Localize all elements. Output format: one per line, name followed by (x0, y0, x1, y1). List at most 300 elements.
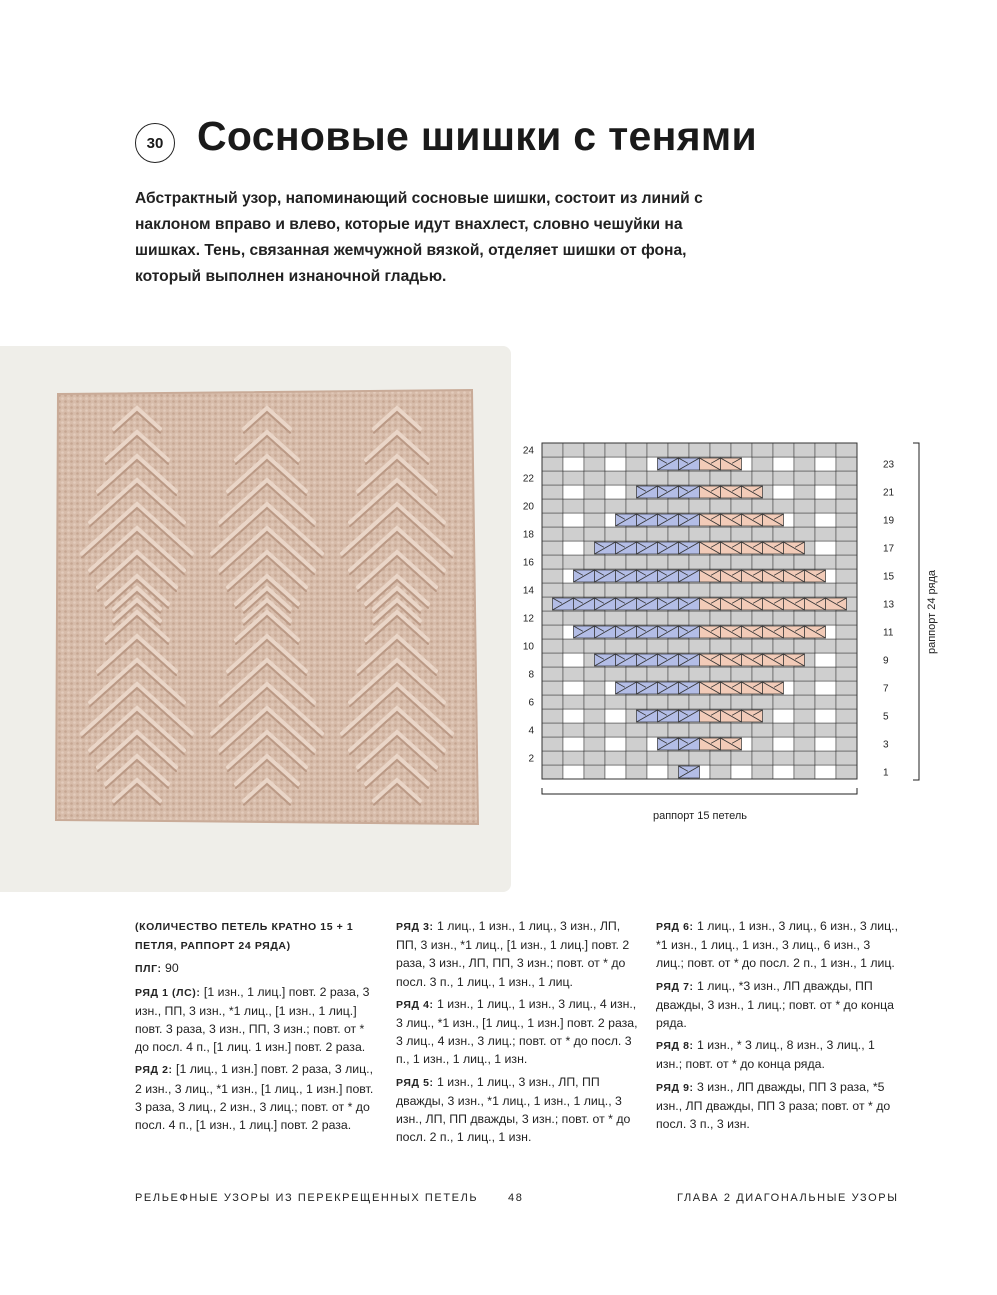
chart-cell (605, 667, 626, 681)
chart-cell (584, 527, 605, 541)
row-number-left: 18 (522, 529, 534, 541)
chart-cell (626, 471, 647, 485)
chart-cell (752, 611, 773, 625)
repeat-bracket-side (913, 443, 919, 780)
chart-cell (542, 723, 563, 737)
chart-cell (731, 583, 752, 597)
instructions-column-3 (656, 917, 901, 1137)
chart-cell (542, 527, 563, 541)
chart-cell (647, 471, 668, 485)
chart-cell (815, 639, 836, 653)
chart-cell (563, 457, 584, 471)
chart-cell (794, 751, 815, 765)
chart-cell (731, 471, 752, 485)
chart-cell (836, 457, 857, 471)
chart-cell (731, 527, 752, 541)
chart-cell (752, 751, 773, 765)
chart-cell (836, 513, 857, 527)
chart-cell (584, 723, 605, 737)
chart-cell (542, 709, 563, 723)
chart-cell (794, 737, 815, 751)
chart-cell (668, 723, 689, 737)
chart-cell (710, 443, 731, 457)
row-label: РЯД 7: (656, 980, 694, 993)
chart-cell (605, 555, 626, 569)
chart-cell (542, 555, 563, 569)
chart-cell (710, 695, 731, 709)
chart-cell (752, 443, 773, 457)
chart-cell (731, 443, 752, 457)
row-number-left: 14 (522, 585, 534, 597)
chart-cell (815, 457, 836, 471)
chart-cell (542, 611, 563, 625)
chart-cell (626, 443, 647, 457)
chart-cell (773, 765, 794, 779)
chart-cell (836, 555, 857, 569)
chart-cell (626, 527, 647, 541)
chart-cell (815, 471, 836, 485)
footer-page-number: 48 (508, 1192, 524, 1204)
chart-cell (773, 695, 794, 709)
chart-cell (836, 681, 857, 695)
chart-cell (752, 737, 773, 751)
chart-cell (542, 513, 563, 527)
chart-cell (731, 555, 752, 569)
chart-cell (584, 499, 605, 513)
chart-cell (773, 443, 794, 457)
chart-cell (731, 667, 752, 681)
chart-cell (626, 765, 647, 779)
chart-cell (689, 527, 710, 541)
chart-cell (836, 611, 857, 625)
chart-cell (584, 681, 605, 695)
chart-cell (605, 499, 626, 513)
chart-cell (563, 611, 584, 625)
chart-cell (605, 765, 626, 779)
chart-cell (710, 751, 731, 765)
chart-cell (794, 667, 815, 681)
chart-cell (794, 527, 815, 541)
chart-cell (563, 527, 584, 541)
chart-cell (563, 737, 584, 751)
chart-cell (647, 667, 668, 681)
row-label: РЯД 9: (656, 1081, 694, 1094)
chart-cell (752, 667, 773, 681)
row-text: [1 изн., 1 лиц.] повт. 2 раза, 3 изн., ПП, 3 изн., *1 лиц., [1 изн., 1 лиц.] повт. 3 раза, 3 изн., ПП, 3 изн.; повт. от * до посл. 4 п., [1 лиц. 1 изн.] повт. 2 раза. (135, 984, 370, 1055)
chart-cell (836, 765, 857, 779)
chart-cell (668, 751, 689, 765)
chart-cell (710, 583, 731, 597)
chart-cell (626, 751, 647, 765)
chart-cell (584, 485, 605, 499)
chart-cell (542, 541, 563, 555)
chart-cell (794, 555, 815, 569)
chart-cell (815, 485, 836, 499)
row-number-right: 1 (883, 767, 889, 779)
chart-cell (563, 695, 584, 709)
footer-book-title: РЕЛЬЕФНЫЕ УЗОРЫ ИЗ ПЕРЕКРЕЩЕННЫХ ПЕТЕЛЬ (135, 1192, 479, 1204)
row-number-right: 11 (883, 627, 894, 639)
chart-cell (563, 443, 584, 457)
row-number-right: 3 (883, 739, 889, 751)
chart-cell (836, 527, 857, 541)
instructions-column-2 (396, 917, 641, 1150)
row-number-left: 24 (522, 445, 534, 457)
row-number-left: 20 (522, 501, 534, 513)
chart-cell (626, 499, 647, 513)
chart-cell (689, 723, 710, 737)
chart-cell (626, 723, 647, 737)
row-text: 3 изн., ЛП дважды, ПП 3 раза, *5 изн., ЛП дважды, ПП 3 раза; повт. от * до посл. 3 п., 3 изн. (656, 1079, 891, 1132)
chart-cell (794, 723, 815, 737)
chart-cell (773, 751, 794, 765)
chart-cell (563, 765, 584, 779)
chart-cell (626, 737, 647, 751)
chart-cell (668, 667, 689, 681)
chart-cell (626, 639, 647, 653)
chart-cell (689, 695, 710, 709)
chart-cell (647, 723, 668, 737)
chart-cell (542, 667, 563, 681)
chart-cell (815, 765, 836, 779)
chart-cell (689, 583, 710, 597)
chart-cell (794, 765, 815, 779)
chart-cell (542, 499, 563, 513)
row-number-left: 2 (528, 753, 534, 765)
chart-cell (563, 639, 584, 653)
chart-cell (815, 513, 836, 527)
chart-cell (710, 499, 731, 513)
chart-cell (668, 695, 689, 709)
chart-cell (584, 583, 605, 597)
chart-cell (794, 583, 815, 597)
row-label: РЯД 8: (656, 1040, 694, 1053)
chart-cell (752, 639, 773, 653)
chart-cell (647, 765, 668, 779)
chart-cell (542, 737, 563, 751)
row-text: 1 лиц., 1 изн., 3 лиц., 6 изн., 3 лиц., *1 изн., 1 лиц., 1 изн., 3 лиц., 6 изн., 3 лиц.; повт. от * до посл. 2 п., 1 изн., 1 лиц. (656, 919, 899, 971)
chart-cell (542, 653, 563, 667)
row-text: 1 изн., * 3 лиц., 8 изн., 3 лиц., 1 изн.; повт. от * до конца ряда. (656, 1038, 875, 1072)
chart-cell (773, 667, 794, 681)
chart-cell (710, 527, 731, 541)
chart-cell (815, 541, 836, 555)
chart-cell (773, 639, 794, 653)
chart-cell (584, 667, 605, 681)
chart-cell (731, 751, 752, 765)
chart-cell (752, 765, 773, 779)
chart-cell (815, 443, 836, 457)
chart-cell (647, 499, 668, 513)
chart-cell (794, 639, 815, 653)
chart-cell (542, 765, 563, 779)
chart-cell (815, 555, 836, 569)
chart-cell (731, 723, 752, 737)
chart-cell (752, 695, 773, 709)
chart-cell (626, 695, 647, 709)
chart-cell (542, 681, 563, 695)
repeat-rows-caption: раппорт 24 ряда (926, 569, 938, 655)
chart-cell (794, 499, 815, 513)
chart-cell (773, 555, 794, 569)
chart-cell (815, 667, 836, 681)
row-number-left: 22 (522, 473, 534, 485)
chart-cell (794, 611, 815, 625)
chart-cell (584, 513, 605, 527)
chart-cell (815, 737, 836, 751)
row-label: РЯД 1 (ЛС): (135, 986, 201, 999)
chart-cell (836, 667, 857, 681)
chart-cell (605, 443, 626, 457)
chart-cell (668, 611, 689, 625)
chart-cell (710, 471, 731, 485)
chart-cell (689, 667, 710, 681)
row-number-left: 8 (528, 669, 534, 681)
chart-cell (773, 485, 794, 499)
chart-cell (647, 611, 668, 625)
chart-cell (605, 457, 626, 471)
chart-cell (626, 457, 647, 471)
chart-cell (584, 555, 605, 569)
chart-cell (668, 583, 689, 597)
chart-cell (542, 695, 563, 709)
chart-cell (563, 583, 584, 597)
row-text: 1 изн., 1 лиц., 1 изн., 3 лиц., 4 изн., 3 лиц., *1 изн., [1 лиц., 1 изн.] повт. 2 раза, 3 лиц., 4 изн., 3 лиц.; повт. от * до посл. 3 п., 1 изн., 1 лиц., 1 изн. (396, 996, 638, 1067)
chart-cell (668, 471, 689, 485)
chart-cell (626, 667, 647, 681)
chart-cell (605, 611, 626, 625)
chart-cell (647, 639, 668, 653)
chart-cell (605, 695, 626, 709)
row-number-right: 17 (883, 543, 895, 555)
row-number-right: 9 (883, 655, 889, 667)
chart-cell (773, 527, 794, 541)
chart-cell (605, 485, 626, 499)
chart-cell (836, 569, 857, 583)
chart-cell (668, 527, 689, 541)
chart-cell (563, 555, 584, 569)
chart-cell (584, 611, 605, 625)
row-label: РЯД 6: (656, 921, 694, 933)
footer-chapter: ГЛАВА 2 ДИАГОНАЛЬНЫЕ УЗОРЫ (677, 1192, 899, 1204)
chart-cell (563, 541, 584, 555)
chart-cell (668, 639, 689, 653)
chart-cell (794, 485, 815, 499)
chart-cell (710, 639, 731, 653)
chart-cell (542, 485, 563, 499)
chart-cell (794, 471, 815, 485)
chart-cell (836, 709, 857, 723)
chart-cell (563, 667, 584, 681)
row-label: РЯД 5: (396, 1076, 434, 1089)
row-number-right: 15 (883, 571, 895, 583)
chart-cell (773, 611, 794, 625)
row-number-right: 19 (883, 515, 895, 527)
row-label: РЯД 2: (135, 1064, 173, 1077)
chart-cell (836, 751, 857, 765)
chart-cell (731, 611, 752, 625)
chart-cell (836, 541, 857, 555)
chart-cell (836, 639, 857, 653)
chart-cell (836, 695, 857, 709)
chart-cell (836, 471, 857, 485)
chart-cell (584, 457, 605, 471)
row-label: РЯД 3: (396, 921, 434, 933)
chart-cell (836, 485, 857, 499)
chart-cell (542, 639, 563, 653)
chart-cell (605, 737, 626, 751)
chart-cell (710, 723, 731, 737)
chart-cell (815, 499, 836, 513)
chart-cell (605, 639, 626, 653)
chart-cell (773, 737, 794, 751)
chart-cell (773, 723, 794, 737)
chart-cell (836, 583, 857, 597)
row-number-right: 7 (883, 683, 889, 695)
chart-cell (731, 639, 752, 653)
row-number-right: 21 (883, 487, 895, 499)
chart-cell (794, 443, 815, 457)
chart-cell (689, 555, 710, 569)
chart-cell (563, 751, 584, 765)
chart-cell (836, 653, 857, 667)
chart-cell (542, 583, 563, 597)
chart-cell (605, 527, 626, 541)
chart-cell (584, 751, 605, 765)
chart-cell (605, 751, 626, 765)
chart-cell (815, 583, 836, 597)
chart-cell (689, 471, 710, 485)
row-text: [1 лиц., 1 изн.] повт. 2 раза, 3 лиц., 2 изн., 3 лиц., *1 изн., [1 лиц., 1 изн.] повт. 3 раза, 3 лиц., 2 изн., 3 лиц.; повт. от * до посл. 4 п., [1 изн., 1 лиц.] повт. 2 раза. (135, 1062, 374, 1133)
chart-cell (815, 751, 836, 765)
chart-cell (689, 611, 710, 625)
chart-cell (710, 611, 731, 625)
row-number-left: 4 (528, 725, 534, 737)
chart-cell (563, 513, 584, 527)
chart-cell (836, 737, 857, 751)
knitting-chart (515, 438, 945, 828)
chart-cell (773, 583, 794, 597)
chart-cell (605, 709, 626, 723)
chart-cell (773, 457, 794, 471)
chart-cell (815, 681, 836, 695)
chart-cell (815, 527, 836, 541)
chart-cell (815, 611, 836, 625)
chart-cell (584, 765, 605, 779)
intro-paragraph: Абстрактный узор, напоминающий сосновые шишки, состоит из линий с наклоном вправо и влево, которые идут внахлест, словно чешуйки на шишках. Тень, связанная жемчужной вязкой, отделяет шишки от фона, который выполнен изнаночной гладью. (135, 190, 703, 285)
row-text: 1 лиц., *3 изн., ЛП дважды, ПП дважды, 3 изн., 1 лиц.; повт. от * до конца ряда. (656, 978, 895, 1031)
chart-cell (584, 639, 605, 653)
chart-cell (626, 555, 647, 569)
chart-cell (542, 471, 563, 485)
chart-cell (815, 695, 836, 709)
chart-cell (773, 471, 794, 485)
plg-value: 90 (165, 961, 179, 976)
chart-cell (542, 751, 563, 765)
chart-cell (794, 695, 815, 709)
repeat-stitches-caption: раппорт 15 петель (652, 810, 748, 822)
row-label: РЯД 4: (396, 998, 434, 1011)
chart-cell (542, 625, 563, 639)
row-text: 1 лиц., 1 изн., 1 лиц., 3 изн., ЛП, ПП, 3 изн., *1 лиц., [1 изн., 1 лиц.] повт. 2 раза, 3 изн., ЛП, ПП, 3 изн.; повт. от * до посл. 3 п., 1 лиц., 1 изн., 1 лиц. (396, 919, 630, 989)
chart-cell (647, 555, 668, 569)
row-number-left: 12 (522, 613, 534, 625)
chart-cell (584, 695, 605, 709)
chart-cell (584, 471, 605, 485)
chart-cell (563, 653, 584, 667)
chart-cell (815, 709, 836, 723)
chart-cell (563, 709, 584, 723)
chart-cell (542, 569, 563, 583)
chart-cell (542, 457, 563, 471)
chart-cell (668, 555, 689, 569)
row-number-left: 16 (522, 557, 534, 569)
chart-cell (626, 583, 647, 597)
chart-cell (668, 499, 689, 513)
chart-cell (563, 499, 584, 513)
chart-cell (836, 443, 857, 457)
row-number-right: 23 (883, 459, 895, 471)
chart-cell (752, 583, 773, 597)
chart-cell (815, 653, 836, 667)
row-number-right: 5 (883, 711, 889, 723)
chart-cell (794, 709, 815, 723)
row-number-left: 6 (528, 697, 534, 709)
chart-cell (647, 527, 668, 541)
knitted-swatch-image (52, 388, 480, 828)
chart-cell (773, 499, 794, 513)
chart-cell (794, 457, 815, 471)
chart-cell (752, 457, 773, 471)
chart-cell (773, 709, 794, 723)
stitch-count-label: (КОЛИЧЕСТВО ПЕТЕЛЬ КРАТНО 15 + 1 ПЕТЛЯ, РАППОРТ 24 РЯДА) (135, 921, 354, 953)
chart-cell (584, 443, 605, 457)
chart-cell (584, 737, 605, 751)
chart-cell (689, 499, 710, 513)
pattern-number-badge: 30 (135, 123, 175, 163)
chart-cell (563, 723, 584, 737)
chart-cell (752, 527, 773, 541)
instructions-column-1 (135, 917, 380, 1138)
chart-cell (605, 583, 626, 597)
chart-cell (731, 765, 752, 779)
chart-cell (668, 443, 689, 457)
chart-cell (836, 723, 857, 737)
chart-cell (752, 555, 773, 569)
chart-cell (647, 751, 668, 765)
chart-cell (752, 499, 773, 513)
chart-cell (647, 695, 668, 709)
chart-cell (689, 751, 710, 765)
chart-cell (563, 681, 584, 695)
chart-cell (626, 611, 647, 625)
chart-cell (836, 499, 857, 513)
chart-cell (710, 555, 731, 569)
row-number-right: 13 (883, 599, 895, 611)
chart-cell (794, 681, 815, 695)
chart-cell (710, 765, 731, 779)
chart-cell (710, 667, 731, 681)
page-title: Сосновые шишки с тенями (197, 113, 757, 159)
chart-cell (563, 471, 584, 485)
chart-cell (731, 499, 752, 513)
chart-cell (647, 583, 668, 597)
repeat-bracket-bottom (542, 788, 857, 794)
chart-cell (731, 695, 752, 709)
chart-cell (815, 723, 836, 737)
chart-cell (794, 513, 815, 527)
chart-cell (752, 471, 773, 485)
